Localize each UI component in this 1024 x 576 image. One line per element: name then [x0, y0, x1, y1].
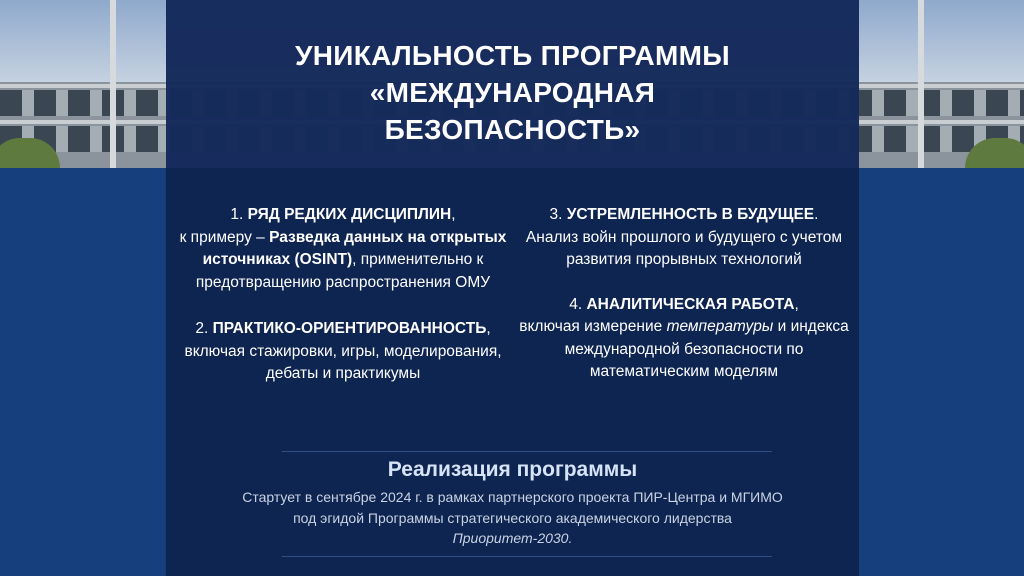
feature-emphasis: температуры	[666, 318, 774, 335]
implementation-line: Стартует в сентябре 2024 г. в рамках партнерского проекта ПИР-Центра и МГИМО	[242, 489, 783, 505]
feature-heading: АНАЛИТИЧЕСКАЯ РАБОТА	[586, 295, 795, 313]
feature-item-4	[515, 294, 853, 384]
feature-heading: ПРАКТИКО-ОРИЕНТИРОВАННОСТЬ	[212, 320, 487, 337]
feature-heading: УСТРЕМЛЕННОСТЬ В БУДУЩЕЕ	[566, 206, 815, 223]
feature-text: , применительно к предотвращению распространения ОМУ	[195, 251, 491, 291]
feature-item-3	[515, 204, 853, 272]
punctuation: .	[814, 206, 819, 223]
implementation-text	[166, 487, 859, 549]
feature-number: 3.	[549, 206, 567, 223]
divider	[282, 556, 772, 557]
punctuation: ,	[451, 206, 456, 223]
feature-text: включая измерение	[519, 318, 667, 335]
features-right-column	[515, 204, 853, 384]
features-left-column	[176, 204, 510, 386]
feature-text: Анализ войн прошлого и будущего с учетом развития прорывных технологий	[525, 228, 843, 268]
flag-pole	[110, 0, 116, 168]
flag-pole	[918, 0, 924, 168]
implementation-title: Реализация программы	[387, 458, 638, 481]
feature-number: 2.	[195, 320, 213, 337]
title-line: УНИКАЛЬНОСТЬ ПРОГРАММЫ	[295, 40, 730, 71]
punctuation: ,	[794, 295, 799, 313]
implementation-line: Приоритет-2030.	[452, 530, 573, 546]
feature-item-1	[176, 204, 510, 294]
title-line: «МЕЖДУНАРОДНАЯ	[369, 77, 656, 108]
feature-emphasis: Разведка данных на открытых источниках (OSINT)	[202, 228, 507, 268]
feature-item-2	[176, 318, 510, 386]
implementation-line: под эгидой Программы стратегического академического лидерства	[293, 509, 732, 526]
feature-text: и индекса международной безопасности по математическим моделям	[564, 318, 849, 380]
page-title	[166, 37, 859, 148]
feature-number: 4.	[569, 295, 587, 313]
divider	[282, 451, 772, 452]
feature-heading: РЯД РЕДКИХ ДИСЦИПЛИН	[247, 206, 452, 223]
title-line: БЕЗОПАСНОСТЬ»	[384, 114, 641, 145]
feature-text: к примеру –	[179, 228, 270, 246]
feature-number: 1.	[230, 206, 248, 223]
feature-text: включая стажировки, игры, моделирования, дебаты и практикумы	[184, 342, 502, 382]
punctuation: ,	[486, 320, 491, 337]
